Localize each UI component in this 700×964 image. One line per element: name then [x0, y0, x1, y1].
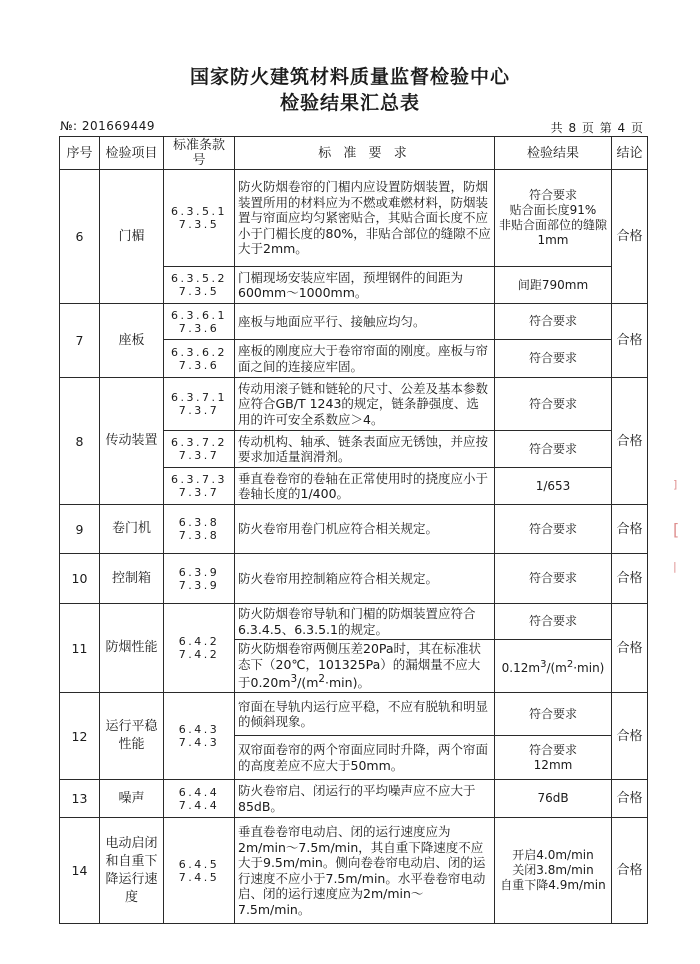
clause-text: 6.4.5: [178, 857, 220, 871]
requirement-cell: 垂直卷卷帘电动启、闭的运行速度应为2m/min～7.5m/min，其自重下降速度不应大于9.5m/min。侧向卷卷帘电动启、闭的运行速度不应小于7.5m/min。水平卷卷帘电动启、闭的运行速度应为2m/min～7.5m/min。: [235, 818, 495, 924]
result-text: 自重下降4.9m/min: [500, 878, 606, 892]
item-text: 电动启闭: [105, 835, 158, 851]
header-requirement: 标 准 要 求: [235, 137, 495, 170]
clause-text: 6.4.4: [178, 785, 220, 799]
clause-cell: [164, 693, 235, 780]
clause-cell: [164, 304, 235, 340]
clause-text: 7.3.7: [178, 449, 220, 462]
clause-text: 6.3.7.1: [171, 391, 227, 404]
clause-cell: [164, 505, 235, 554]
header-clause: 标准条款号: [164, 137, 235, 170]
header-seq: 序号: [60, 137, 100, 170]
requirement-text: /(m: [297, 675, 319, 691]
table-header-row: [60, 137, 648, 170]
requirement-cell: 垂直卷卷帘的卷轴在正常使用时的挠度应小于卷轴长度的1/400。: [235, 468, 495, 505]
seq-cell: 12: [60, 693, 100, 780]
result-text: 0.12m: [501, 660, 541, 675]
clause-cell: [164, 340, 235, 378]
clause-cell: [164, 431, 235, 468]
table-row: [60, 818, 648, 924]
requirement-cell: 传动机构、轴承、链条表面应无锈蚀，并应按要求加适量润滑剂。: [235, 431, 495, 468]
clause-text: 7.3.7: [178, 404, 220, 417]
clause-text: 7.3.5: [178, 285, 220, 298]
requirement-cell: 座板与地面应平行、接触应均匀。: [235, 304, 495, 340]
seq-cell: 7: [60, 304, 100, 378]
result-cell: 符合要求: [495, 304, 612, 340]
conclusion-cell: 合格: [612, 304, 648, 378]
clause-cell: [164, 468, 235, 505]
table-row: [60, 170, 648, 267]
clause-text: 7.3.8: [178, 529, 220, 542]
requirement-cell: 防火卷帘用控制箱应符合相关规定。: [235, 554, 495, 604]
requirement-cell: 传动用滚子链和链轮的尺寸、公差及基本参数应符合GB/T 1243的规定，链条静强度、选用的许可安全系数应＞4。: [235, 378, 495, 431]
clause-text: 7.3.5: [178, 218, 220, 231]
conclusion-cell: 合格: [612, 818, 648, 924]
result-cell: [495, 640, 612, 693]
seq-cell: 14: [60, 818, 100, 924]
item-text: 性能: [118, 737, 145, 752]
seq-cell: 10: [60, 554, 100, 604]
seq-cell: 9: [60, 505, 100, 554]
result-text: 关闭3.8m/min: [512, 863, 594, 877]
requirement-cell: 双帘面卷帘的两个帘面应同时升降，两个帘面的高度差应不应大于50mm。: [235, 736, 495, 780]
requirement-text: 防火防烟卷帘两侧压差20Pa时，其在标准状态下（20℃，101325Pa）的漏烟量不应大于0.20m: [238, 641, 482, 691]
conclusion-cell: 合格: [612, 170, 648, 304]
item-cell: 噪声: [100, 780, 164, 818]
result-cell: 符合要求: [495, 604, 612, 640]
clause-text: 6.3.5.2: [171, 272, 227, 285]
result-text: 符合要求: [528, 742, 577, 757]
item-cell: 门楣: [100, 170, 164, 304]
item-cell: [100, 818, 164, 924]
conclusion-cell: 合格: [612, 604, 648, 693]
clause-cell: [164, 604, 235, 693]
requirement-cell: 帘面在导轨内运行应平稳，不应有脱轨和明显的倾斜现象。: [235, 693, 495, 736]
clause-text: 7.4.3: [178, 736, 220, 749]
result-cell: 符合要求: [495, 431, 612, 468]
result-text: 非贴合面部位的缝隙1mm: [498, 218, 607, 247]
clause-text: 7.3.6: [178, 321, 220, 335]
clause-cell: [164, 554, 235, 604]
requirement-cell: [235, 640, 495, 693]
requirement-cell: 防火卷帘用卷门机应符合相关规定。: [235, 505, 495, 554]
table-row: [60, 780, 648, 818]
requirement-cell: 防火防烟卷帘导轨和门楣的防烟装置应符合6.3.4.5、6.3.5.1的规定。: [235, 604, 495, 640]
conclusion-cell: 合格: [612, 693, 648, 780]
requirement-cell: 防火卷帘启、闭运行的平均噪声应不应大于85dB。: [235, 780, 495, 818]
table-row: [60, 378, 648, 431]
seal-fragment: ]: [673, 478, 678, 491]
item-cell: 座板: [100, 304, 164, 378]
item-cell: 控制箱: [100, 554, 164, 604]
item-text: 度: [124, 889, 138, 905]
clause-cell: [164, 378, 235, 431]
clause-text: 6.4.3: [178, 723, 220, 736]
seal-fragment: |: [673, 560, 677, 573]
clause-text: 6.3.6.1: [171, 308, 227, 322]
document-title: 国家防火建筑材料质量监督检验中心: [189, 66, 510, 88]
clause-cell: [164, 170, 235, 267]
result-text: 开启4.0m/min: [512, 848, 594, 862]
conclusion-cell: 合格: [612, 505, 648, 554]
seq-cell: 13: [60, 780, 100, 818]
result-cell: 76dB: [495, 780, 612, 818]
result-cell: 符合要求: [495, 693, 612, 736]
header-item: 检验项目: [100, 137, 164, 170]
result-cell: [495, 736, 612, 780]
item-cell: [100, 693, 164, 780]
report-number: №: 201669449: [60, 119, 156, 133]
clause-text: 6.3.6.2: [171, 345, 227, 359]
clause-cell: [164, 818, 235, 924]
clause-cell: [164, 267, 235, 304]
table-row: [60, 604, 648, 640]
superscript: 2: [566, 658, 574, 670]
clause-text: 6.3.5.1: [171, 205, 227, 218]
clause-cell: [164, 780, 235, 818]
seq-cell: 6: [60, 170, 100, 304]
result-cell: 符合要求: [495, 340, 612, 378]
result-cell: 间距790mm: [495, 267, 612, 304]
item-cell: 传动装置: [100, 378, 164, 505]
result-text: 符合要求: [528, 188, 577, 202]
superscript: 3: [540, 658, 547, 670]
requirement-cell: 座板的刚度应大于卷帘帘面的刚度。座板与帘面之间的连接应牢固。: [235, 340, 495, 378]
result-cell: 符合要求: [495, 554, 612, 604]
clause-text: 6.3.9: [178, 565, 220, 579]
table-row: [60, 693, 648, 736]
document-subtitle: 检验结果汇总表: [279, 92, 420, 114]
item-cell: 卷门机: [100, 505, 164, 554]
result-text: 12mm: [533, 757, 573, 772]
clause-text: 6.3.7.2: [171, 436, 227, 449]
requirement-cell: 防火防烟卷帘的门楣内应设置防烟装置，防烟装置所用的材料应为不燃或难燃材料，防烟装置与帘面应均匀紧密贴合，其贴合面长度不应小于门楣长度的80%，非贴合部位的缝隙不应大于2mm。: [235, 170, 495, 267]
item-text: 降运行速: [105, 871, 158, 887]
item-text: 运行平稳: [105, 719, 158, 734]
result-cell: 1/653: [495, 468, 612, 505]
result-text: 贴合面长度91%: [509, 203, 597, 217]
result-text: /(m: [546, 660, 567, 675]
result-cell: 符合要求: [495, 378, 612, 431]
item-cell: 防烟性能: [100, 604, 164, 693]
result-cell: 符合要求: [495, 505, 612, 554]
clause-text: 6.4.2: [178, 635, 220, 648]
seq-cell: 11: [60, 604, 100, 693]
conclusion-cell: 合格: [612, 378, 648, 505]
requirement-cell: 门楣现场安装应牢固，预埋钢件的间距为600mm～1000mm。: [235, 267, 495, 304]
clause-text: 7.4.4: [178, 798, 220, 812]
clause-text: 7.3.6: [178, 358, 220, 372]
page-indicator: 共 8 页 第 4 页: [550, 121, 644, 135]
result-text: ·min): [573, 660, 605, 675]
seal-fragment: [: [673, 520, 680, 539]
result-cell: [495, 170, 612, 267]
clause-text: 7.3.9: [178, 578, 220, 592]
clause-text: 7.4.5: [178, 870, 220, 884]
conclusion-cell: 合格: [612, 554, 648, 604]
header-conclusion: 结论: [612, 137, 648, 170]
item-text: 和自重下: [105, 853, 158, 869]
clause-text: 7.4.2: [178, 648, 220, 661]
table-row: [60, 505, 648, 554]
clause-text: 6.3.8: [178, 516, 220, 529]
conclusion-cell: 合格: [612, 780, 648, 818]
result-cell: [495, 818, 612, 924]
table-row: [60, 554, 648, 604]
superscript: 2: [318, 673, 326, 686]
clause-text: 6.3.7.3: [171, 473, 227, 486]
header-result: 检验结果: [495, 137, 612, 170]
superscript: 3: [290, 673, 298, 686]
table-row: [60, 304, 648, 340]
requirement-text: ·min)。: [325, 675, 370, 691]
seq-cell: 8: [60, 378, 100, 505]
clause-text: 7.3.7: [178, 486, 220, 499]
results-table: [59, 136, 648, 924]
